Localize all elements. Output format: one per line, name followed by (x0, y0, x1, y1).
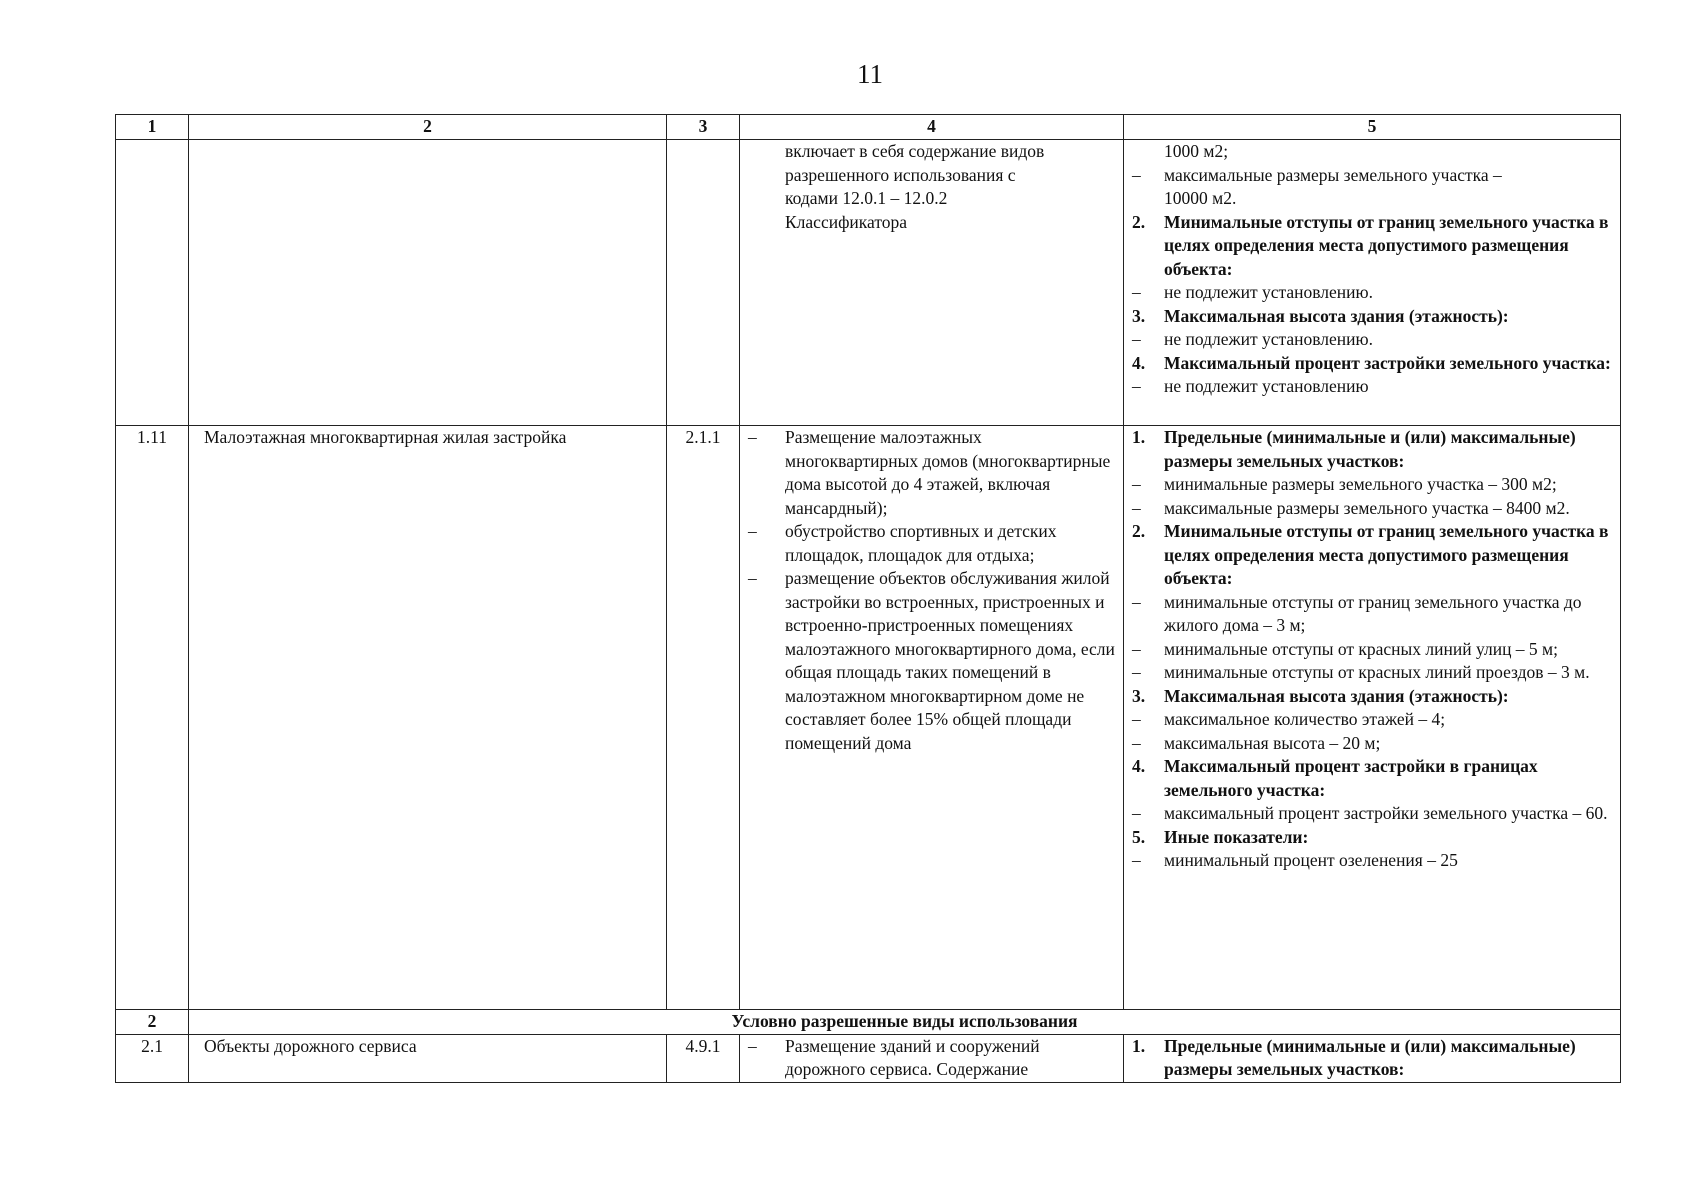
regulations-table (115, 114, 1621, 1083)
parameter-heading (1132, 826, 1614, 850)
number-marker: 3. (1132, 685, 1146, 706)
parameter-heading (1132, 211, 1614, 282)
description-text: размещение объектов обслуживания жилой застройки во встроенных, пристроенных и встроенно-пристроенных помещениях малоэтажного многоквартирного дома, если общая площадь таких помещений в малоэтажном многоквартирном доме не составляет более 15% общей площади помещений дома (785, 568, 1115, 753)
parameter-text: минимальные отступы от красных линий улиц – 5 м; (1164, 638, 1558, 659)
parameter-text: минимальный процент озеленения – 25 (1164, 850, 1458, 870)
cell-code: 4.9.1 (667, 1034, 740, 1082)
description-line: кодами 12.0.1 – 12.0.2 (785, 188, 948, 208)
parameter-bullet (1132, 375, 1614, 399)
parameter-heading (1132, 426, 1614, 473)
number-marker: 3. (1132, 305, 1146, 326)
dash-marker: – (1132, 662, 1141, 682)
parameter-heading-text: Предельные (минимальные и (или) максимальные) размеры земельных участков: (1164, 427, 1576, 471)
parameter-bullet (1132, 661, 1614, 685)
description-item (748, 426, 1117, 520)
parameter-line: 1000 м2; (1164, 141, 1229, 161)
number-marker: 2. (1132, 211, 1146, 232)
table-row-1-11 (116, 426, 1621, 1010)
cell-description (740, 1034, 1124, 1082)
parameter-text: максимальная высота – 20 м; (1164, 732, 1381, 753)
parameter-heading-text: Минимальные отступы от границ земельного участка в целях определения места допустимого размещения объекта: (1164, 521, 1609, 588)
parameter-heading (1132, 352, 1614, 376)
cell-code (667, 140, 740, 426)
dash-marker: – (1132, 638, 1141, 659)
parameter-bullet (1132, 473, 1614, 497)
column-header-4: 4 (740, 115, 1124, 140)
column-header-2: 2 (189, 115, 667, 140)
dash-marker: – (1132, 164, 1141, 185)
parameter-text: не подлежит установлению. (1164, 329, 1373, 349)
dash-marker: – (1132, 803, 1141, 823)
number-marker: 5. (1132, 826, 1146, 847)
cell-name: Объекты дорожного сервиса (189, 1034, 667, 1082)
parameter-text: максимальное количество этажей – 4; (1164, 709, 1446, 729)
parameter-text: минимальные отступы от границ земельного участка до жилого дома – 3 м; (1164, 591, 1582, 635)
cell-parameters (1124, 140, 1621, 426)
dash-marker: – (1132, 474, 1141, 494)
description-item (748, 567, 1117, 755)
parameter-bullet (1132, 591, 1614, 638)
section-row (116, 1010, 1621, 1035)
parameter-bullet (1132, 328, 1614, 352)
cell-code: 2.1.1 (667, 426, 740, 1010)
number-marker: 1. (1132, 427, 1146, 447)
parameter-heading-text: Иные показатели: (1164, 826, 1309, 847)
number-marker: 1. (1132, 1035, 1146, 1056)
table-row-continuation (116, 140, 1621, 426)
description-item (748, 1035, 1117, 1082)
parameter-text: максимальные размеры земельного участка – (1164, 164, 1502, 185)
parameter-heading-text: Минимальные отступы от границ земельного участка в целях определения места допустимого размещения объекта: (1164, 211, 1609, 279)
dash-marker: – (748, 1035, 757, 1056)
page-number: 11 (857, 59, 883, 89)
dash-marker: – (1132, 497, 1141, 518)
parameter-bullet (1132, 281, 1614, 305)
parameter-text: максимальный процент застройки земельного участка – 60. (1164, 803, 1608, 823)
parameter-heading (1132, 305, 1614, 329)
dash-marker: – (748, 521, 757, 541)
cell-num (116, 140, 189, 426)
section-title: Условно разрешенные виды использования (189, 1010, 1621, 1035)
number-marker: 4. (1132, 352, 1146, 373)
cell-name (189, 140, 667, 426)
parameter-heading-text: Максимальная высота здания (этажность): (1164, 685, 1509, 706)
column-header-5: 5 (1124, 115, 1621, 140)
description-text: Размещение малоэтажных многоквартирных домов (многоквартирные дома высотой до 4 этажей, включая мансардный); (785, 427, 1111, 518)
table-row-2-1 (116, 1034, 1621, 1082)
parameter-bullet (1132, 802, 1614, 826)
description-line: разрешенного использования с (785, 164, 1016, 185)
description-item (748, 520, 1117, 567)
cell-num: 1.11 (116, 426, 189, 1010)
number-marker: 2. (1132, 521, 1146, 541)
cell-parameters (1124, 1034, 1621, 1082)
parameter-heading (1132, 755, 1614, 802)
cell-name: Малоэтажная многоквартирная жилая застройка (189, 426, 667, 1010)
dash-marker: – (1132, 376, 1141, 396)
parameter-heading-text: Предельные (минимальные и (или) максимальные) размеры земельных участков: (1164, 1035, 1576, 1079)
parameter-heading (1132, 1035, 1614, 1082)
parameter-heading (1132, 685, 1614, 709)
description-line: Классификатора (785, 211, 908, 232)
dash-marker: – (748, 568, 757, 588)
parameter-heading-text: Максимальная высота здания (этажность): (1164, 305, 1509, 326)
description-text: обустройство спортивных и детских площадок, площадок для отдыха; (785, 521, 1057, 565)
parameter-text: не подлежит установлению (1164, 376, 1369, 396)
parameter-text: минимальные отступы от красных линий проездов – 3 м. (1164, 662, 1590, 682)
parameter-bullet (1132, 708, 1614, 732)
parameter-heading (1132, 520, 1614, 591)
parameter-heading-text: Максимальный процент застройки в границах земельного участка: (1164, 756, 1538, 800)
dash-marker: – (1132, 709, 1141, 729)
parameter-bullet (1132, 497, 1614, 521)
parameter-bullet (1132, 164, 1614, 211)
description-line: включает в себя содержание видов (785, 141, 1045, 161)
cell-description (740, 140, 1124, 426)
parameter-bullet (1132, 849, 1614, 873)
cell-description (740, 426, 1124, 1010)
table-header-row (116, 115, 1621, 140)
dash-marker: – (1132, 850, 1141, 870)
parameter-text: минимальные размеры земельного участка – 300 м2; (1164, 474, 1557, 494)
cell-num: 2.1 (116, 1034, 189, 1082)
dash-marker: – (1132, 732, 1141, 753)
parameter-text: 10000 м2. (1164, 188, 1237, 208)
parameter-bullet (1132, 638, 1614, 662)
dash-marker: – (1132, 329, 1141, 349)
section-number: 2 (116, 1010, 189, 1035)
parameter-bullet (1132, 732, 1614, 756)
description-text: Размещение зданий и сооружений дорожного сервиса. Содержание (785, 1035, 1040, 1079)
parameter-text: не подлежит установлению. (1164, 282, 1373, 302)
number-marker: 4. (1132, 756, 1146, 776)
cell-parameters (1124, 426, 1621, 1010)
column-header-1: 1 (116, 115, 189, 140)
parameter-heading-text: Максимальный процент застройки земельного участка: (1164, 352, 1611, 373)
column-header-3: 3 (667, 115, 740, 140)
dash-marker: – (1132, 282, 1141, 302)
dash-marker: – (1132, 591, 1141, 612)
parameter-text: максимальные размеры земельного участка – 8400 м2. (1164, 497, 1570, 518)
dash-marker: – (748, 427, 757, 447)
